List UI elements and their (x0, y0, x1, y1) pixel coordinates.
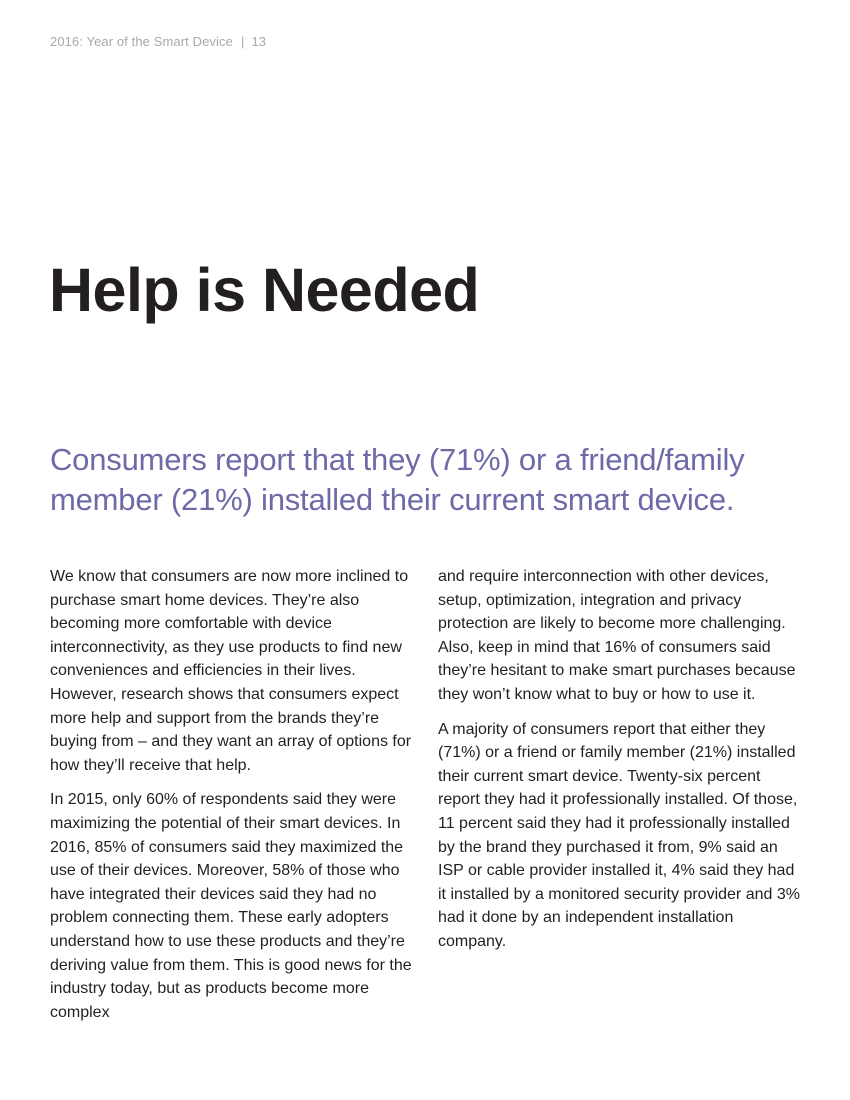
body-paragraph: and require interconnection with other devices, setup, optimization, integration and privacy protection are likely to become more challenging. Also, keep in mind that 16% of consumers said they’re hesitant to make smart purchases because they won’t know what to buy or how to use it. (438, 568, 796, 703)
body-paragraph: We know that consumers are now more inclined to purchase smart home devices. They’re also becoming more comfortable with device interconnectivity, as they use products to find new conveniences and efficiencies in their lives. However, research shows that consumers expect more help and support from the brands they’re buying from – and they want an array of options for how they’ll receive that help. (50, 568, 412, 774)
body-paragraph: A majority of consumers report that either they (71%) or a friend or family member (21%) installed their current smart device. Twenty-six percent report they had it professionally installed. Of those, 11 percent said they had it professionally installed by the brand they purchased it from, 9% said an ISP or cable provider installed it, 4% said they had it installed by a monitored security provider and 3% had it done by an independent installation company. (438, 720, 800, 950)
body-paragraph: In 2015, only 60% of respondents said they were maximizing the potential of their smart devices. In 2016, 85% of consumers said they maximized the use of their devices. Moreover, 58% of those who have integrated their devices said they had no problem connecting them. These early adopters understand how to use these products and they’re deriving value from them. This is good news for the industry today, but as products become more complex (50, 791, 412, 1021)
body-column-left (50, 565, 412, 1035)
page-number: 13 (251, 34, 267, 49)
header-separator: | (240, 34, 245, 49)
document-title: 2016: Year of the Smart Device (50, 34, 233, 49)
body-column-right (438, 565, 800, 965)
running-header (50, 34, 266, 49)
page-title: Help is Needed (49, 256, 480, 324)
subheading: Consumers report that they (71%) or a friend/family member (21%) installed their current smart device. (50, 442, 745, 517)
